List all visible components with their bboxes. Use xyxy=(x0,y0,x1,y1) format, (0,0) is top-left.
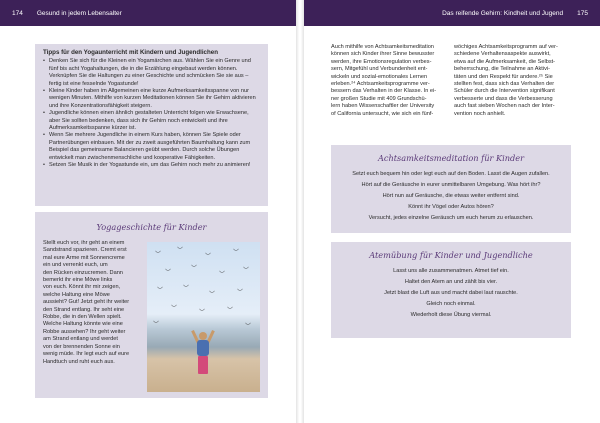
text-line: schiedene Verhaltensaspekte auswirkt, xyxy=(454,51,551,58)
story-line: aussieht? Gut! Jetzt geht ihr weiter xyxy=(43,299,130,306)
breathing-box xyxy=(331,242,571,338)
text-line: verbesserte und dass die Verbesserung xyxy=(454,95,553,102)
story-line: Sandstrand spazieren. Cremt erst xyxy=(43,247,127,254)
book-gutter xyxy=(296,0,304,423)
story-line: Robbe, die in den Wellen spielt. xyxy=(43,314,122,321)
text-line: Auch mithilfe von Achtsamkeitsmeditation xyxy=(331,44,434,50)
story-line: Welche Haltung könnte wie eine xyxy=(43,321,123,328)
text-line: bessern das Verhalten in der Klasse. In ei- xyxy=(331,88,437,95)
seagull-icon: ︶ xyxy=(183,285,190,292)
story-line: bemerkt ihr eine Möwe links xyxy=(43,277,113,284)
breathing-line: Jetzt blast die Luft aus und macht dabei laut rauschte. xyxy=(384,290,518,296)
story-line: von der brennenden Sonne ein xyxy=(43,343,120,350)
text-line: etwa auf die Aufmerksamkeit, die Selbst- xyxy=(454,58,556,65)
breathing-line: Lasst uns alle zusammenatmen. Atmet tief ein. xyxy=(393,268,509,274)
header-right xyxy=(304,0,600,26)
seagull-icon: ︶ xyxy=(165,269,172,276)
text-line: Schüler durch die Intervention signifikant xyxy=(454,88,555,95)
text-line: können sich Kinder ihrer Sinne bewusster xyxy=(331,51,435,58)
tip-item: • Denken Sie sich für die Kleinen ein Yogamärchen aus. Wählen Sie ein Genre und fünf bis acht Yogahaltungen, die in die Erzählung eingebaut werden können. Verknüpfen Sie die Haltungen zu einer Geschichte und schmücken Sie sie aus – fertig ist eine fesselnde Yogastunde! xyxy=(49,58,260,88)
running-title-left: Gesund in jedem Lebensalter xyxy=(36,9,122,17)
text-line: vention noch anhielt. xyxy=(454,110,506,117)
seagull-icon: ︶ xyxy=(153,321,160,328)
story-line: den Rücken einzucremen. Dann xyxy=(43,269,123,276)
running-title-right: Das reifende Gehirn: Kindheit und Jugend xyxy=(442,9,564,17)
seagull-icon: ︶ xyxy=(155,251,162,258)
story-line: Stellt euch vor, ihr geht an einem xyxy=(43,240,125,246)
text-line: sern, Mitgefühl und Verbundenheit ent- xyxy=(331,66,428,73)
seagull-icon: ︶ xyxy=(233,249,240,256)
story-line: den Strand entlang. Ihr seht eine xyxy=(43,306,125,313)
story-line: welche Haltung eine Möwe xyxy=(43,291,110,298)
body-column-left xyxy=(331,44,448,118)
meditation-title: Achtsamkeitsmeditation für Kinder xyxy=(377,153,524,163)
meditation-line: Hört auf die Geräusche in eurer unmittelbaren Umgebung. Was hört ihr? xyxy=(361,182,541,188)
seagull-icon: ︶ xyxy=(237,289,244,296)
story-line: wenig müde. Ihr legt euch auf eure xyxy=(43,351,130,358)
tip-item: • Kleine Kinder haben im Allgemeinen eine kurze Aufmerksamkeitsspanne von nur wenigen Minuten. Mithilfe von kurzen Meditationen können Sie ihr Gehirn aktivieren und ihre Konzentrationsfähigkeit steigern. xyxy=(49,88,260,110)
tips-list xyxy=(43,58,260,169)
story-line: mal eure Arme mit Sonnencreme xyxy=(43,254,125,261)
tip-item: • Setzen Sie Musik in der Yogastunde ein, um das Gehirn noch mehr zu animieren! xyxy=(49,162,260,169)
seagull-icon: ︶ xyxy=(177,247,184,254)
meditation-line: Könnt ihr Vögel oder Autos hören? xyxy=(408,204,494,210)
header-left xyxy=(0,0,296,26)
text-line: auch fast sieben Wochen nach der Inter- xyxy=(454,103,555,110)
seagull-icon: ︶ xyxy=(191,265,198,272)
seagull-icon: ︶ xyxy=(227,307,234,314)
story-line: Handtuch und ruht euch aus. xyxy=(43,358,115,365)
body-column-right xyxy=(454,44,571,118)
tip-item: • Wenn Sie mehrere Jugendliche in einem Kurs haben, können Sie Spiele oder Partnerübungen einbauen. Mit der zu zweit ausgeführten Baumhaltung kann zum Beispiel das gemeinsame Balancieren geübt werden. Durch solche Übungen entwickelt man zwischenmenschliche und kooperative Fähigkeiten. xyxy=(49,132,260,162)
meditation-line: Setzt euch bequem hin oder legt euch auf den Boden. Lasst die Augen zufallen. xyxy=(352,171,550,177)
seagull-icon: ︶ xyxy=(157,287,164,294)
text-line: ner großen Studie mit 409 Grundschü- xyxy=(331,95,427,102)
text-line: lern haben Wissenschaftler der University xyxy=(331,103,435,110)
seagull-icon: ︶ xyxy=(171,305,178,312)
story-line: ein und verrenkt euch, um xyxy=(43,262,108,269)
text-line: stellten fest, dass sich das Verhalten der xyxy=(454,81,555,88)
text-line: werden, ihre Emotionsregulation verbes- xyxy=(331,58,432,65)
seagull-icon: ︶ xyxy=(243,267,250,274)
yoga-story-box xyxy=(35,212,268,398)
tips-heading: Tipps für den Yogaunterricht mit Kindern und Jugendlichen xyxy=(43,49,218,56)
seagull-icon: ︶ xyxy=(209,291,216,298)
text-line: erleben.²⁴ Achtsamkeitsprogramme ver- xyxy=(331,81,430,88)
text-line: wöchiges Achtsamkeitsprogramm auf ver- xyxy=(454,44,558,50)
story-line: von euch. Könnt ihr mir zeigen, xyxy=(43,284,121,291)
seagull-icon: ︶ xyxy=(199,309,206,316)
beach-photo xyxy=(147,242,260,392)
tips-box xyxy=(35,44,268,206)
child-figure xyxy=(192,330,214,376)
breathing-title: Atemübung für Kinder und Jugendliche xyxy=(369,250,533,260)
text-line: of California untersucht, wie sich ein fünf- xyxy=(331,110,434,117)
story-line: Robbe aussehen? Ihr geht weiter xyxy=(43,328,126,335)
breathing-line: Haltet den Atem an und zählt bis vier. xyxy=(404,279,498,285)
breathing-line: Wiederholt diese Übung viermal. xyxy=(410,312,492,318)
seagull-icon: ︶ xyxy=(219,271,226,278)
meditation-box xyxy=(331,145,571,233)
text-line: täten und den Respekt für andere.²⁵ Sie xyxy=(454,73,553,80)
text-line: beherrschung, die Teilnahme an Aktivi- xyxy=(454,66,550,73)
story-line: am Strand entlang und werdet xyxy=(43,336,118,343)
seagull-icon: ︶ xyxy=(205,253,212,260)
page-number-left: 174 xyxy=(12,9,23,17)
yoga-story-text xyxy=(43,240,141,366)
tip-item: • Jugendliche können einen ähnlich gestalteten Unterricht folgen wie Erwachsene, aber Sie sollten bedenken, dass sich ihr Gehirn noch entwickelt und ihre Aufmerksamkeitsspanne kürzer ist. xyxy=(49,110,260,132)
yoga-story-title: Yogageschichte für Kinder xyxy=(96,222,207,232)
meditation-line: Hört nun auf Geräusche, die etwas weiter entfernt sind. xyxy=(382,193,520,199)
breathing-line: Gleich noch einmal. xyxy=(426,301,476,307)
text-line: wickeln und sozial-emotionales Lernen xyxy=(331,73,428,80)
page-number-right: 175 xyxy=(577,9,588,17)
seagull-icon: ︶ xyxy=(245,323,252,330)
meditation-line: Versucht, jedes einzelne Geräusch um euch herum zu erlauschen. xyxy=(368,215,534,221)
